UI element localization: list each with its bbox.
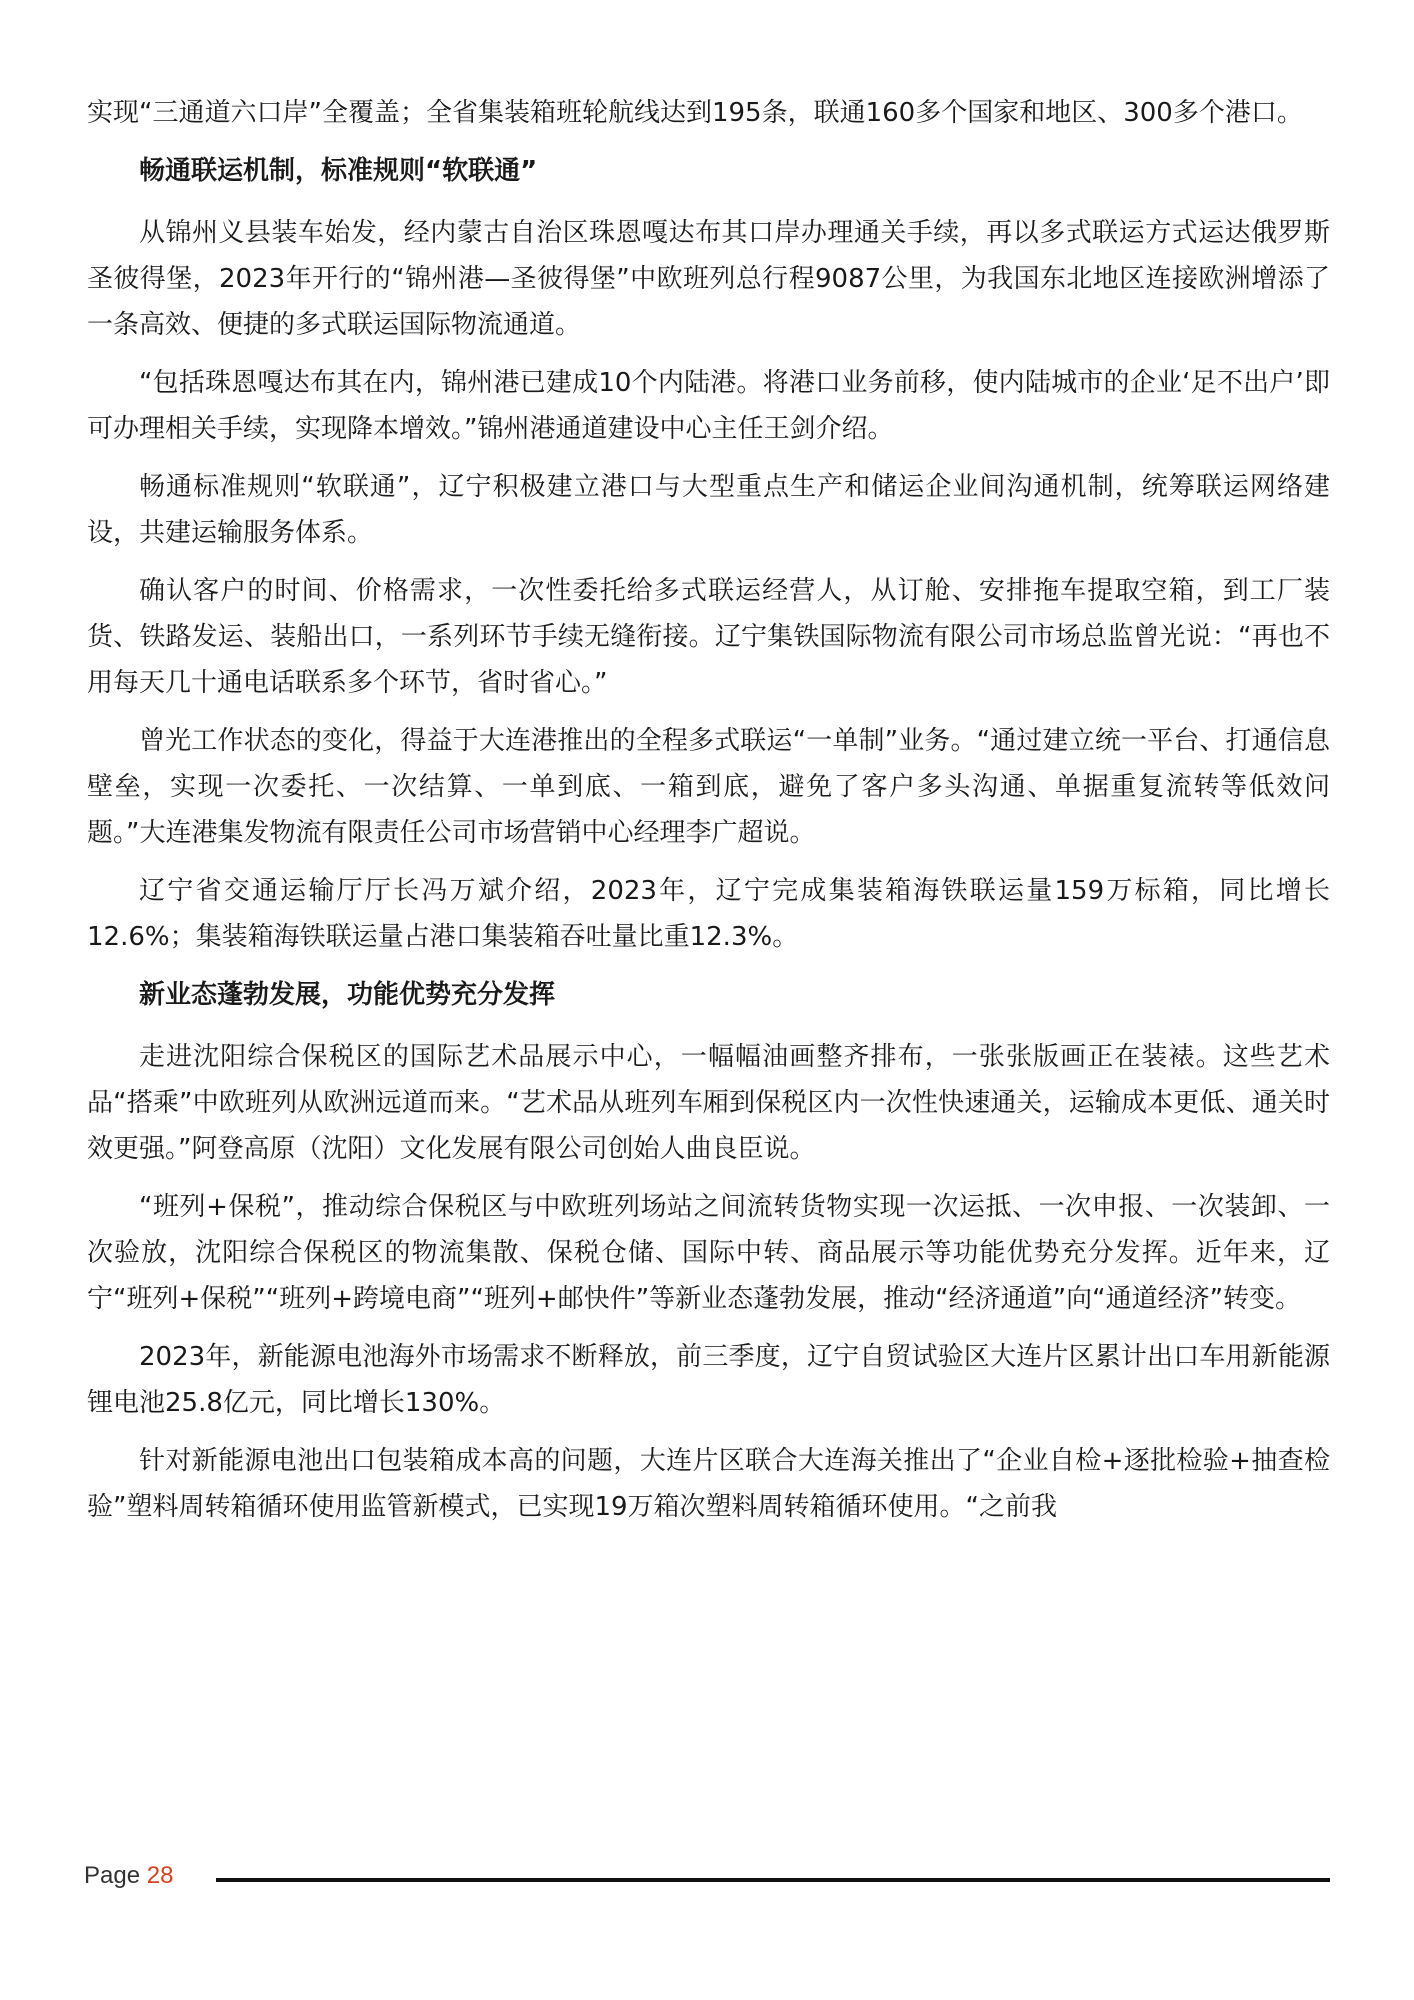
page-label (84, 1862, 173, 1890)
article-body (87, 90, 1330, 1542)
paragraph: 畅通标准规则“软联通”，辽宁积极建立港口与大型重点生产和储运企业间沟通机制，统筹联运网络建设，共建运输服务体系。 (87, 472, 1330, 548)
section-heading: 新业态蓬勃发展，功能优势充分发挥 (139, 980, 556, 1010)
section-heading: 畅通联运机制，标准规则“软联通” (139, 156, 538, 186)
page-word: Page (84, 1862, 141, 1889)
paragraph: “班列+保税”，推动综合保税区与中欧班列场站之间流转货物实现一次运抵、一次申报、一次装卸、一次验放，沈阳综合保税区的物流集散、保税仓储、国际中转、商品展示等功能优势充分发挥。近年来，辽宁“班列+保税”“班列+跨境电商”“班列+邮快件”等新业态蓬勃发展，推动“经济通道”向“通道经济”转变。 (87, 1192, 1330, 1314)
paragraph: “包括珠恩嘎达布其在内，锦州港已建成10个内陆港。将港口业务前移，使内陆城市的企业‘足不出户’即可办理相关手续，实现降本增效。”锦州港通道建设中心主任王剑介绍。 (87, 368, 1330, 444)
paragraph: 曾光工作状态的变化，得益于大连港推出的全程多式联运“一单制”业务。“通过建立统一平台、打通信息壁垒，实现一次委托、一次结算、一单到底、一箱到底，避免了客户多头沟通、单据重复流转等低效问题。”大连港集发物流有限责任公司市场营销中心经理李广超说。 (87, 726, 1330, 848)
paragraph: 针对新能源电池出口包装箱成本高的问题，大连片区联合大连海关推出了“企业自检+逐批检验+抽查检验”塑料周转箱循环使用监管新模式，已实现19万箱次塑料周转箱循环使用。“之前我 (87, 1446, 1330, 1522)
paragraph: 从锦州义县装车始发，经内蒙古自治区珠恩嘎达布其口岸办理通关手续，再以多式联运方式运达俄罗斯圣彼得堡，2023年开行的“锦州港—圣彼得堡”中欧班列总行程9087公里，为我国东北地区连接欧洲增添了一条高效、便捷的多式联运国际物流通道。 (87, 218, 1330, 340)
page-footer (84, 1862, 1330, 1898)
paragraph: 实现“三通道六口岸”全覆盖；全省集装箱班轮航线达到195条，联通160多个国家和地区、300多个港口。 (87, 98, 1303, 128)
page-number: 28 (146, 1862, 174, 1889)
paragraph: 辽宁省交通运输厅厅长冯万斌介绍，2023年，辽宁完成集装箱海铁联运量159万标箱，同比增长12.6%；集装箱海铁联运量占港口集装箱吞吐量比重12.3%。 (87, 876, 1330, 952)
paragraph: 走进沈阳综合保税区的国际艺术品展示中心，一幅幅油画整齐排布，一张张版画正在装裱。这些艺术品“搭乘”中欧班列从欧洲远道而来。“艺术品从班列车厢到保税区内一次性快速通关，运输成本更低、通关时效更强。”阿登高原（沈阳）文化发展有限公司创始人曲良臣说。 (87, 1042, 1330, 1164)
paragraph: 2023年，新能源电池海外市场需求不断释放，前三季度，辽宁自贸试验区大连片区累计出口车用新能源锂电池25.8亿元，同比增长130%。 (87, 1342, 1330, 1418)
paragraph: 确认客户的时间、价格需求，一次性委托给多式联运经营人，从订舱、安排拖车提取空箱，到工厂装货、铁路发运、装船出口，一系列环节手续无缝衔接。辽宁集铁国际物流有限公司市场总监曾光说：“再也不用每天几十通电话联系多个环节，省时省心。” (87, 576, 1330, 698)
footer-divider (216, 1878, 1330, 1882)
